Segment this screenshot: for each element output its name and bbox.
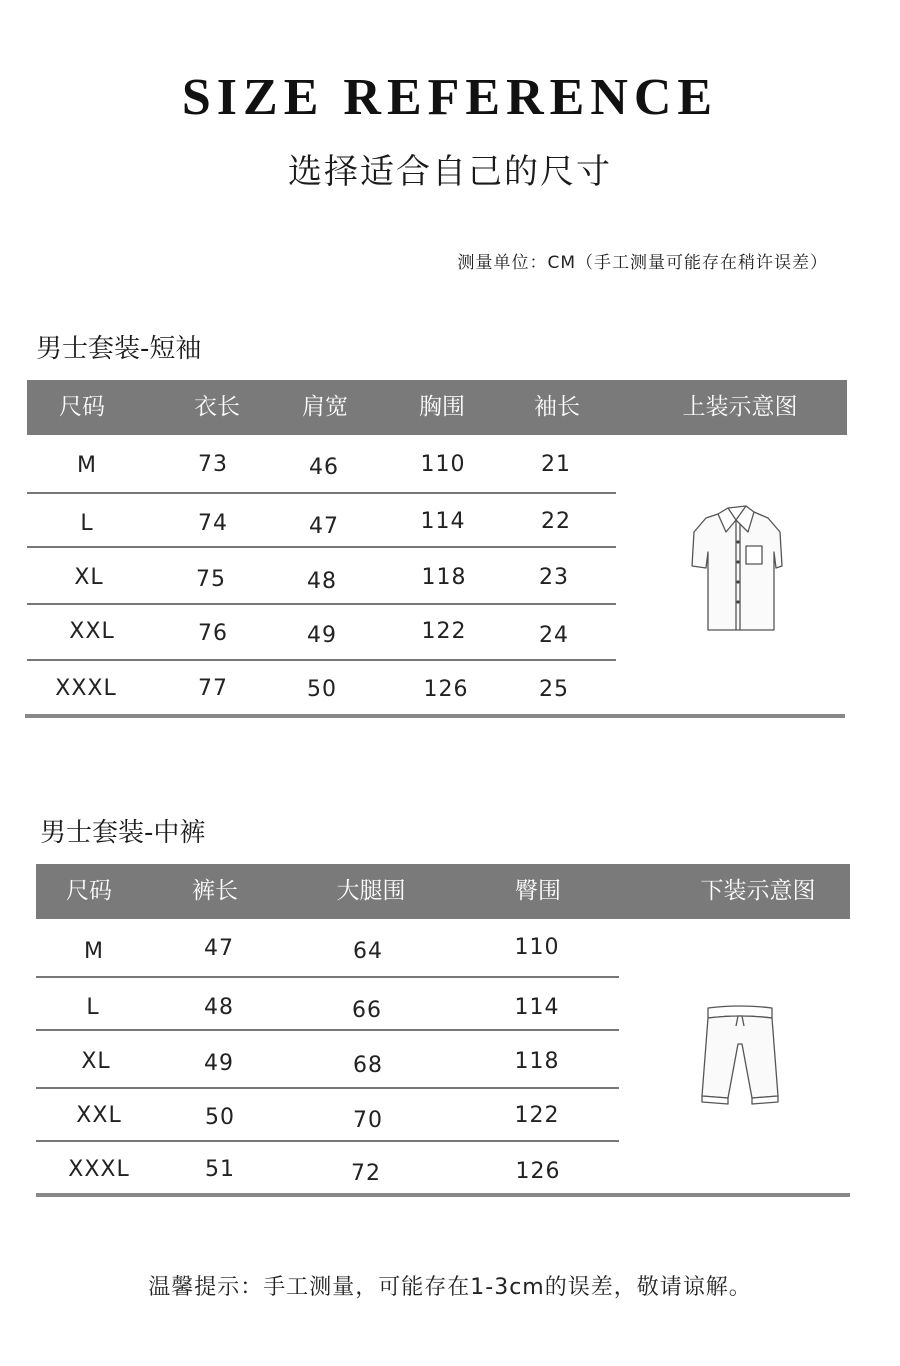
bottom-table-header	[36, 864, 850, 919]
short-sleeve-shirt-icon	[688, 502, 784, 636]
thigh-cell: 66	[352, 998, 382, 1023]
size-cell: XXL	[76, 1103, 122, 1128]
header-shoulder: 肩宽	[302, 394, 348, 420]
page-title: SIZE REFERENCE	[181, 69, 719, 126]
length-cell: 77	[198, 676, 228, 701]
sleeve-cell: 21	[541, 452, 571, 477]
footer-note: 温馨提示：手工测量，可能存在1-3cm的误差，敬请谅解。	[148, 1275, 752, 1300]
chest-cell: 118	[421, 565, 467, 590]
hip-cell: 126	[515, 1159, 561, 1184]
table-bottom-border	[36, 1193, 850, 1197]
header-pants-length: 裤长	[192, 878, 238, 904]
hip-cell: 114	[514, 995, 560, 1020]
top-table-title: 男士套装-短袖	[36, 334, 202, 364]
row-divider	[36, 976, 619, 978]
row-divider	[27, 492, 616, 494]
top-table-header	[27, 380, 847, 435]
length-cell: 48	[204, 995, 234, 1020]
header-sleeve: 袖长	[534, 394, 580, 420]
table-bottom-border	[25, 714, 845, 718]
chest-cell: 126	[423, 677, 469, 702]
header-hip: 臀围	[515, 878, 561, 904]
sleeve-cell: 25	[539, 677, 569, 702]
row-divider	[27, 546, 616, 548]
bottom-table-title: 男士套装-中裤	[40, 818, 206, 848]
row-divider	[36, 1140, 619, 1142]
size-cell: L	[80, 511, 94, 536]
length-cell: 74	[198, 511, 228, 536]
sleeve-cell: 24	[539, 623, 569, 648]
size-cell: XL	[74, 565, 104, 590]
chest-cell: 122	[421, 619, 467, 644]
header-length: 衣长	[194, 394, 240, 420]
length-cell: 73	[198, 452, 228, 477]
shorts-icon	[698, 1004, 782, 1106]
shoulder-cell: 50	[307, 677, 337, 702]
shoulder-cell: 49	[307, 623, 337, 648]
sleeve-cell: 23	[539, 565, 569, 590]
hip-cell: 118	[514, 1049, 560, 1074]
size-cell: XXL	[69, 619, 115, 644]
chest-cell: 114	[420, 509, 466, 534]
shoulder-cell: 46	[309, 455, 339, 480]
header-thigh: 大腿围	[336, 878, 406, 904]
hip-cell: 110	[514, 935, 560, 960]
row-divider	[36, 1087, 619, 1089]
length-cell: 50	[205, 1105, 235, 1130]
header-size: 尺码	[59, 394, 105, 420]
header-chest: 胸围	[419, 394, 465, 420]
shoulder-cell: 48	[307, 569, 337, 594]
size-cell: XXXL	[55, 676, 117, 701]
length-cell: 47	[204, 936, 234, 961]
length-cell: 51	[205, 1157, 235, 1182]
thigh-cell: 72	[351, 1161, 381, 1186]
unit-note: 测量单位：CM（手工测量可能存在稍许误差）	[457, 253, 828, 273]
thigh-cell: 68	[353, 1053, 383, 1078]
size-cell: L	[86, 995, 100, 1020]
header-size: 尺码	[66, 878, 112, 904]
sleeve-cell: 22	[541, 509, 571, 534]
header-top-diagram: 上装示意图	[682, 394, 798, 420]
size-cell: M	[84, 939, 104, 964]
thigh-cell: 64	[353, 939, 383, 964]
row-divider	[27, 603, 616, 605]
chest-cell: 110	[420, 452, 466, 477]
length-cell: 75	[196, 567, 226, 592]
size-cell: M	[77, 453, 97, 478]
size-cell: XL	[81, 1049, 111, 1074]
size-cell: XXXL	[68, 1157, 130, 1182]
thigh-cell: 70	[353, 1108, 383, 1133]
hip-cell: 122	[514, 1103, 560, 1128]
page-subtitle: 选择适合自己的尺寸	[288, 152, 612, 192]
row-divider	[27, 659, 616, 661]
shoulder-cell: 47	[309, 514, 339, 539]
row-divider	[36, 1029, 619, 1031]
length-cell: 49	[204, 1051, 234, 1076]
length-cell: 76	[198, 621, 228, 646]
header-bottom-diagram: 下装示意图	[700, 878, 816, 904]
